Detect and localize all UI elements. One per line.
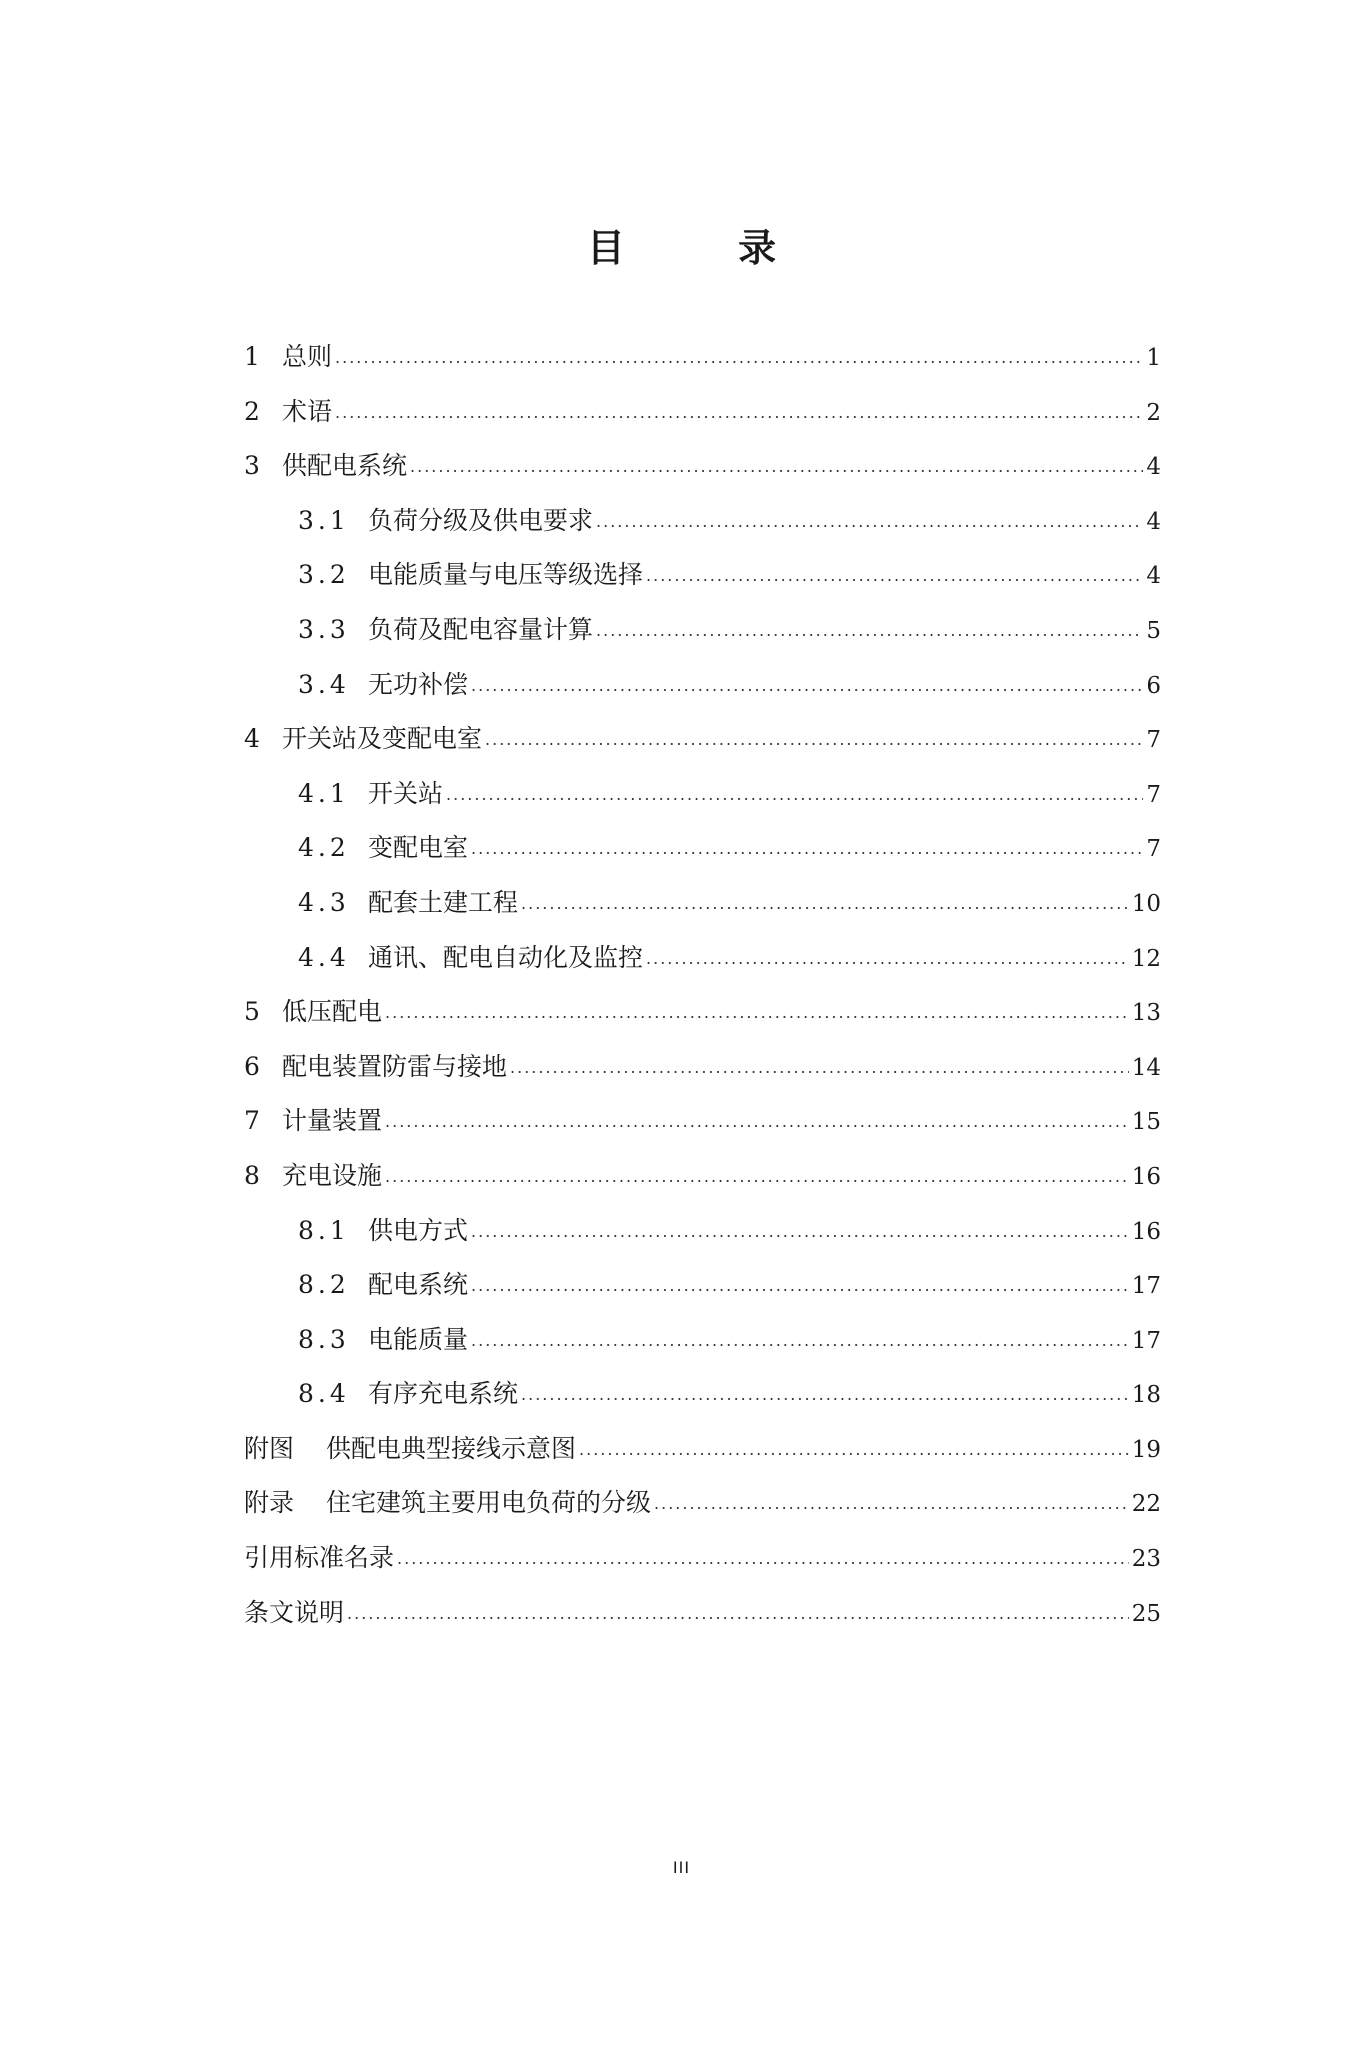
toc-leader-dots (596, 495, 1143, 550)
toc-leader-dots (446, 768, 1143, 823)
toc-entry[interactable] (244, 931, 1161, 986)
toc-entry-page: 14 (1131, 1054, 1161, 1081)
toc-leader-dots (410, 440, 1143, 495)
toc-entry-title: 开关站 (368, 778, 444, 808)
toc-entry-number: 8.3 (298, 1324, 350, 1354)
toc-entry-page: 12 (1131, 945, 1161, 972)
toc-entry-number: 附图 (244, 1433, 295, 1463)
toc-entry-number: 3 (244, 451, 262, 481)
toc-entry-title: 术语 (282, 396, 333, 426)
page-number: III (672, 1858, 691, 1877)
toc-entry-number: 3.1 (298, 505, 350, 535)
toc-entry-page: 23 (1131, 1546, 1161, 1573)
toc-leader-dots (471, 1205, 1129, 1260)
toc-entry-number: 7 (244, 1106, 262, 1136)
toc-leader-dots (579, 1423, 1129, 1478)
toc-entry-page: 7 (1146, 836, 1161, 863)
toc-entry-title: 低压配电 (282, 997, 383, 1027)
toc-entry-page: 7 (1146, 727, 1161, 754)
toc-entry[interactable] (244, 821, 1161, 876)
toc-entry-page: 19 (1131, 1436, 1161, 1463)
toc-entry-page: 18 (1131, 1382, 1161, 1409)
toc-entry-number: 5 (244, 997, 262, 1027)
toc-leader-dots (385, 986, 1129, 1041)
toc-entry-page: 6 (1146, 672, 1161, 699)
toc-entry-title: 开关站及变配电室 (282, 724, 483, 754)
toc-leader-dots (385, 1095, 1129, 1150)
toc-leader-dots (471, 659, 1143, 714)
toc-entry-title: 供配电系统 (282, 451, 408, 481)
toc-entry-page: 4 (1146, 508, 1161, 535)
toc-entry-page: 7 (1146, 781, 1161, 808)
toc-entry-title: 有序充电系统 (368, 1379, 519, 1409)
toc-entry-page: 22 (1131, 1491, 1161, 1518)
toc-entry[interactable] (244, 712, 1161, 767)
toc-entry-page: 13 (1131, 1000, 1161, 1027)
toc-leader-dots (654, 1477, 1129, 1532)
toc-entry[interactable] (244, 1094, 1161, 1149)
toc-leader-dots (335, 386, 1143, 441)
toc-entry-title: 无功补偿 (368, 669, 469, 699)
toc-entry-number: 4.1 (298, 778, 350, 808)
toc-leader-dots (335, 331, 1143, 386)
toc-leader-dots (521, 1368, 1129, 1423)
toc-entry-title: 通讯、配电自动化及监控 (368, 942, 644, 972)
toc-entry-number: 8 (244, 1160, 262, 1190)
toc-entry-number: 8.4 (298, 1379, 350, 1409)
toc-entry-title: 负荷及配电容量计算 (368, 614, 594, 644)
toc-entry-title: 配电系统 (368, 1270, 469, 1300)
toc-entry[interactable] (244, 1422, 1161, 1477)
toc-entry-page: 4 (1146, 454, 1161, 481)
toc-entry[interactable] (244, 1476, 1161, 1531)
toc-entry[interactable] (244, 1204, 1161, 1259)
toc-entry[interactable] (244, 767, 1161, 822)
toc-entry-number: 附录 (244, 1488, 295, 1518)
toc-leader-dots (347, 1587, 1129, 1642)
toc-entry-page: 10 (1131, 890, 1161, 917)
toc-entry[interactable] (244, 494, 1161, 549)
toc-entry-number: 4.4 (298, 942, 350, 972)
toc-entry[interactable] (244, 548, 1161, 603)
toc-entry-title: 充电设施 (282, 1160, 383, 1190)
toc-leader-dots (385, 1150, 1129, 1205)
toc-entry-page: 25 (1131, 1600, 1161, 1627)
toc-entry[interactable] (244, 658, 1161, 713)
toc-entry-number: 4.3 (298, 887, 350, 917)
toc-leader-dots (471, 822, 1143, 877)
toc-entry-title: 计量装置 (282, 1106, 383, 1136)
toc-entry[interactable] (244, 439, 1161, 494)
toc-entry[interactable] (244, 1040, 1161, 1095)
toc-entry-page: 17 (1131, 1327, 1161, 1354)
toc-entry[interactable] (244, 1313, 1161, 1368)
toc-entry-number: 2 (244, 396, 262, 426)
page-title: 目 录 (586, 225, 827, 270)
toc-entry[interactable] (244, 1149, 1161, 1204)
toc-leader-dots (646, 932, 1129, 987)
toc-entry-title: 引用标准名录 (244, 1543, 395, 1573)
toc-leader-dots (397, 1532, 1129, 1587)
toc-entry-number: 6 (244, 1051, 262, 1081)
toc-entry-title: 总则 (282, 342, 333, 371)
toc-entry-number: 3.3 (298, 614, 350, 644)
toc-leader-dots (471, 1314, 1129, 1369)
toc-entry-page: 4 (1146, 563, 1161, 590)
toc-entry-page: 5 (1146, 617, 1161, 644)
toc-leader-dots (521, 877, 1129, 932)
toc-leader-dots (646, 549, 1143, 604)
toc-entry-number: 3.2 (298, 560, 350, 590)
table-of-contents (244, 330, 1161, 1640)
toc-entry-number: 8.1 (298, 1215, 350, 1245)
toc-entry-title: 供配电典型接线示意图 (326, 1433, 577, 1463)
toc-entry-title: 配套土建工程 (368, 887, 519, 917)
toc-entry-page: 1 (1146, 345, 1161, 371)
toc-leader-dots (510, 1041, 1129, 1096)
toc-entry-title: 住宅建筑主要用电负荷的分级 (326, 1488, 652, 1518)
toc-leader-dots (471, 1259, 1129, 1314)
toc-entry[interactable] (244, 1367, 1161, 1422)
toc-entry-page: 17 (1131, 1273, 1161, 1300)
toc-entry-number: 3.4 (298, 669, 350, 699)
toc-entry[interactable] (244, 603, 1161, 658)
toc-entry[interactable] (244, 985, 1161, 1040)
toc-entry-page: 16 (1131, 1218, 1161, 1245)
toc-entry-number: 4.2 (298, 833, 350, 863)
toc-entry-page: 2 (1146, 399, 1161, 426)
toc-entry[interactable] (244, 330, 1161, 385)
toc-entry-title: 配电装置防雷与接地 (282, 1051, 508, 1081)
toc-entry-page: 15 (1131, 1109, 1161, 1136)
toc-entry-number: 1 (244, 342, 262, 371)
toc-entry-title: 变配电室 (368, 833, 469, 863)
toc-entry-title: 负荷分级及供电要求 (368, 505, 594, 535)
toc-entry[interactable] (244, 1586, 1161, 1641)
toc-leader-dots (485, 713, 1143, 768)
toc-entry-number: 4 (244, 724, 262, 754)
toc-entry-title: 供电方式 (368, 1215, 469, 1245)
toc-entry-page: 16 (1131, 1163, 1161, 1190)
toc-entry-title: 电能质量 (368, 1324, 469, 1354)
toc-entry-number: 8.2 (298, 1270, 350, 1300)
toc-entry[interactable] (244, 1531, 1161, 1586)
toc-entry-title: 条文说明 (244, 1597, 345, 1627)
toc-entry[interactable] (244, 1258, 1161, 1313)
toc-entry[interactable] (244, 876, 1161, 931)
toc-leader-dots (596, 604, 1143, 659)
toc-entry-title: 电能质量与电压等级选择 (368, 560, 644, 590)
toc-entry[interactable] (244, 385, 1161, 440)
